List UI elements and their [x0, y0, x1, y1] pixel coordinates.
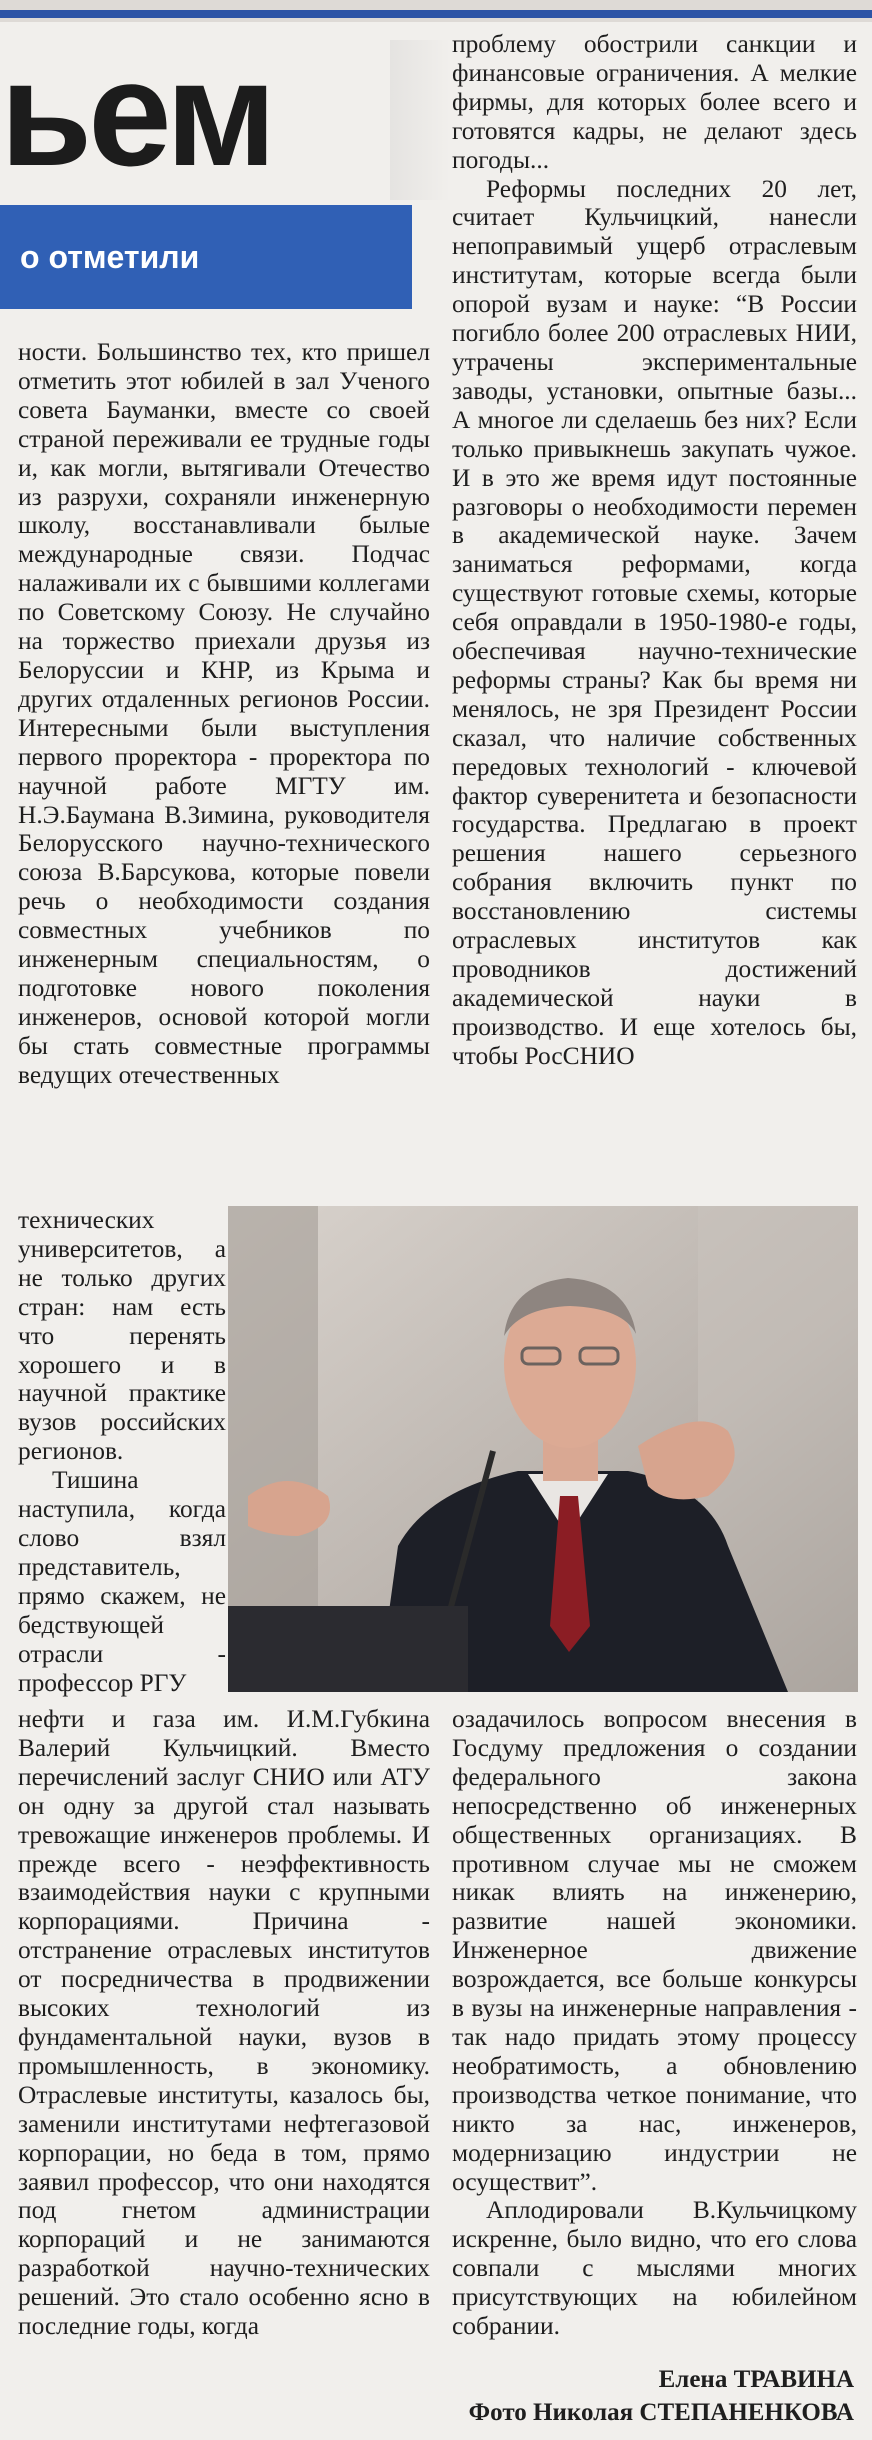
- paragraph: проблему обострили санкции и финансовые ограничения. А мелкие фирмы, для которых более всего и готовятся кадры, не делают здесь погоды...: [452, 30, 857, 174]
- headline: ьем: [0, 38, 273, 188]
- speaker-photo-illustration: [228, 1206, 858, 1692]
- paragraph: ности. Большинство тех, кто пришел отметить этот юбилей в зал Ученого совета Бауманки, вместе со своей страной переживали ее трудные годы и, как могли, вытягивали Отечество из разрухи, сохраняли инженерную школу, восстанавливали былые международные связи. Подчас налаживали их с бывшими коллегами по Советскому Союзу. Не случайно на торжество приехали друзья из Белоруссии и КНР, из Крыма и других отдаленных регионов России. Интересными были выступления первого проректора - проректора по научной работе МГТУ им. Н.Э.Баумана В.Зимина, руководителя Белорусского научно-технического союза В.Барсукова, которые повели речь о необходимости создания совместных учебников по инженерным специальностям, о подготовке нового поколения инженеров, основой которой могли бы стать совместные программы ведущих отечественных: [18, 338, 430, 1089]
- article-column-left-top: [18, 338, 430, 1202]
- paragraph: технических университетов, а не только других стран: нам есть что перенять хорошего и в научной практике вузов российских регионов.: [18, 1206, 226, 1466]
- speaker-photo: [228, 1206, 858, 1692]
- paragraph: Тишина наступила, когда слово взял представитель, прямо скажем, не бедствующей отрасли - профессор РГУ: [18, 1466, 226, 1697]
- page-top-rule: [0, 10, 872, 18]
- paragraph: Реформы последних 20 лет, считает Кульчицкий, нанесли непоправимый ущерб отраслевым институтам, которые всегда были опорой вузам и науке: “В России погибло более 200 отраслевых НИИ, утрачены экспериментальные заводы, установки, опытные базы... А многое ли сделаешь без них? Если только привыкнешь закупать чужое. И в это же время идут постоянные разговоры о необходимости перемен в академической науке. Зачем заниматься реформами, когда существуют готовые схемы, которые себя оправдали в 1950-1980-е годы, обеспечивая научно-технические реформы страны? Как бы время ни менялось, не зря Президент России сказал, что наличие собственных передовых технологий - ключевой фактор суверенитета и безопасности государства. Предлагаю в проект решения нашего серьезного собрания включить пункт по восстановлению системы отраслевых институтов как проводников достижений академической науки в производство. И еще хотелось бы, чтобы РосСНИО: [452, 174, 857, 1070]
- paragraph: озадачилось вопросом внесения в Госдуму предложения о создании федерального закона непосредственно об инженерных общественных организациях. В противном случае мы не сможем никак влиять на инженерию, развитие нашей экономики. Инженерное движение возрождается, все больше конкурсы в вузы на инженерные направления - так надо придать этому процессу необратимость, а обновлению производства четкое понимание, что никто за нас, инженеров, модернизацию индустрии не осуществит”.: [452, 1705, 857, 2196]
- paragraph: Аплодировали В.Кульчицкому искренне, было видно, что его слова совпали с мыслями многих присутствующих на юбилейном собрании.: [452, 2196, 857, 2341]
- article-column-left-bottom: [18, 1705, 430, 2425]
- photo-credit: Фото Николая СТЕПАНЕНКОВА: [468, 2399, 854, 2426]
- faded-header-fragment: [390, 40, 450, 200]
- paragraph: нефти и газа им. И.М.Губкина Валерий Кульчицкий. Вместо перечислений заслуг СНИО или АТУ он одну за другой стал называть тревожащие инженеров проблемы. И прежде всего - неэффективность взаимодействия науки с крупными корпорациями. Причина - отстранение отраслевых институтов от посредничества в продвижении высоких технологий из фундаментальной науки, вузов в промышленность, в экономику. Отраслевые институты, казалось бы, заменили институтами нефтегазовой корпорации, но беда в том, прямо заявил профессор, что они находятся под гнетом администрации корпораций и не занимаются разработкой научно-технических решений. Это стало особенно ясно в последние годы, когда: [18, 1705, 430, 2341]
- article-column-right-bottom: [452, 1705, 857, 2341]
- subheadline-band: о отметили: [0, 205, 412, 309]
- article-author: Елена ТРАВИНА: [658, 2366, 854, 2393]
- article-column-right-top: [452, 30, 857, 1190]
